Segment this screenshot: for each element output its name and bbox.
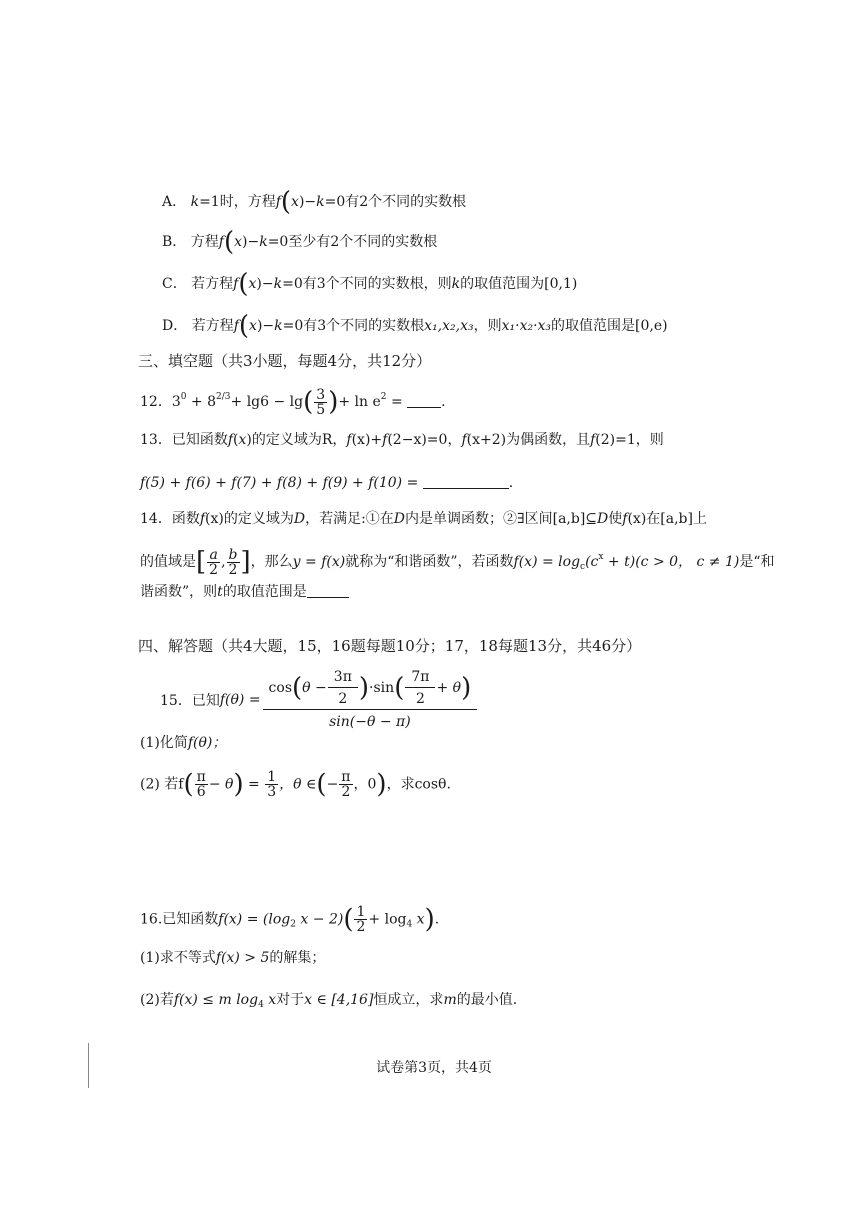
fraction [328,670,358,706]
subscript: 4 [258,1000,264,1010]
text: =0有3个不同的实数根 [282,318,425,334]
math: (c [585,554,599,570]
denominator: 2 [415,691,425,707]
question-13-line-2 [140,473,513,493]
numerator: a [209,546,218,563]
text: (x+2)为偶函数，且 [466,432,591,448]
main-numerator [263,670,478,710]
text: ，则 [473,318,502,334]
question-15-definition [160,670,477,730]
paren-close: ) [358,673,370,703]
question-14-line-1 [140,509,707,529]
denominator: 3 [267,784,277,800]
fraction [354,905,367,934]
text: ，若满足:①在 [305,511,394,527]
text: 的最小值. [456,992,518,1008]
math: f(θ) = [219,692,261,708]
text: 恒成立，求 [373,992,444,1008]
math: x [263,992,277,1008]
text: = [386,394,408,410]
var-f: f [199,511,206,527]
subscript: c [580,562,586,572]
question-16-part-1 [140,948,325,968]
paren: ( [280,187,292,217]
fraction [227,548,240,577]
text: + lg6 − lg [230,394,304,410]
bracket-open: [ [196,547,207,577]
text: (2)若 [140,992,174,1008]
text: = [243,776,265,793]
denominator: 5 [316,401,326,418]
sum-expression: f(5) + f(6) + f(7) + f(8) + f(9) + f(10) = [140,475,423,491]
option-b-label: B． [162,234,187,250]
question-16-definition [140,905,439,935]
paren-close: ) [424,904,435,935]
paren-close: ) [233,769,244,800]
text: 16.已知函数 [140,911,219,928]
numerator: 3π [328,670,358,688]
var-k: k [259,234,268,250]
text: )的定义域为R， [246,432,347,448]
text: (2) 若f [140,776,184,793]
exponent: 0 [180,392,187,402]
option-a-label: A． [162,194,187,210]
text: ，0 [353,776,377,793]
text: 就称为“和谐函数”，若函数 [345,554,514,570]
var-k: k [273,276,283,292]
text: . [441,394,446,410]
math: + θ [436,680,462,696]
text: 的解集； [269,950,326,966]
var-m: m [443,992,457,1008]
text: . [434,911,440,928]
text: − [326,776,339,793]
var-k: k [316,194,325,210]
var-f: f [590,432,596,448]
text: =0至少有2个不同的实数根 [267,234,438,250]
var-k: k [190,194,200,210]
paren: ( [238,311,250,341]
question-12 [140,387,446,417]
answer-blank[interactable] [407,393,441,408]
math: f(x) ≤ m log [173,992,259,1008]
option-c-label: C． [162,276,187,292]
paren-open: ( [292,673,303,703]
text: + 8 [186,394,217,410]
var-d: D [393,511,406,527]
denominator: 2 [341,784,351,800]
fraction [265,770,278,799]
question-16-part-2 [140,990,517,1015]
numerator: π [196,769,206,785]
text: (1)化简 [140,735,188,751]
text: 的值域是 [140,554,196,570]
subscript: 2 [290,919,296,930]
math: y = f(x) [292,554,346,570]
text: (x)的定义域为 [205,511,294,527]
math: f(x) = (log [218,911,291,928]
exponent: 2/3 [216,392,231,402]
option-c [162,269,578,299]
math: ，θ ∈ [279,776,317,793]
cos: cos [268,680,293,696]
denominator: 2 [209,561,219,578]
q-number: 12． [140,394,172,410]
text: , [221,554,226,570]
question-14-line-2 [140,547,775,577]
denominator: 2 [356,919,366,935]
fraction [405,670,435,706]
paren-close: ) [376,769,387,800]
main-fraction [263,670,478,730]
text: (2−x)=0， [387,432,462,448]
text: 谐函数”，则 [140,584,218,600]
text: 使 [608,511,623,527]
math: − θ [208,776,234,793]
text: (x)在[a,b]上 [627,511,707,527]
option-d-label: D． [162,318,188,334]
var-x: x [249,318,257,334]
text: 3 [171,394,181,410]
numerator: 7π [405,670,435,688]
subscript: 4 [406,919,413,930]
paren: ( [238,269,249,299]
paren-open: ( [343,904,354,935]
text: 内是单调函数；②∃区间[a,b]⊆ [405,511,598,527]
text: 方程 [190,234,219,250]
text: =0有2个不同的实数根 [324,194,467,210]
text: 13．已知函数 [140,432,228,448]
paren-open: ( [316,769,327,800]
fraction [314,388,327,417]
text: 的取值范围是 [222,584,307,600]
numerator: 3 [316,386,326,403]
var-x: x [238,432,247,448]
bracket-close: ] [240,547,251,577]
math: θ − [302,680,327,696]
var-f: f [233,276,239,292]
text: ，求cosθ. [386,776,451,793]
numerator: 1 [267,769,277,785]
var-d: D [293,511,306,527]
main-denominator: sin(−θ − π) [329,714,411,730]
text: 是“和 [739,554,775,570]
option-a [162,187,467,217]
var-f: f [218,234,224,250]
question-14-line-3 [140,582,349,602]
page-footer: 试卷第3页，共4页 [376,1060,492,1076]
option-d [162,311,668,341]
fraction [339,770,352,799]
var-f: f [233,318,239,334]
math: f(x) > 5 [215,950,270,966]
paren: ( [223,227,235,257]
exponent: 2 [380,392,387,402]
exponent: x [598,552,604,562]
math: f(x) = log [513,554,581,570]
var-f: f [622,511,628,527]
answer-blank[interactable] [423,474,509,489]
text: )− [256,276,274,292]
text: ( [233,432,239,448]
math: x [412,911,425,928]
var-k: k [274,318,283,334]
numerator: b [228,546,238,563]
text: + log [368,911,407,928]
roots: x₁,x₂,x₃ [424,318,474,334]
fraction [207,548,220,577]
numerator: 1 [356,904,366,920]
text: 的取值范围是[0,e) [551,318,668,334]
var-k: k [451,276,461,292]
text: 对于 [276,992,305,1008]
paren-close: ) [328,387,339,417]
math: + t)(c > 0， c ≠ 1) [603,554,740,570]
var-f: f [346,432,352,448]
text: + ln e [338,394,381,410]
paren-open: ( [183,769,194,800]
var-x: x [291,194,299,210]
text: (x)+ [351,432,383,448]
sin: sin [373,680,395,696]
text: )− [256,318,275,334]
text: 的取值范围为[0,1) [460,276,578,292]
paren-close: ) [461,673,472,703]
text: )− [298,194,317,210]
var-x: x [248,276,257,292]
text: =0有3个不同的实数根，则 [282,276,452,292]
text: (1)求不等式 [140,950,216,966]
text: 15．已知 [160,693,220,709]
question-15-part-2 [140,770,451,799]
section-4-title: 四、解答题（共4大题，15，16题每题10分；17，18每题13分，共46分） [138,637,642,655]
var-d: D [597,511,609,527]
text: 若方程 [191,318,234,334]
denominator: 2 [338,691,348,707]
math: f(θ)； [187,735,227,751]
var-f: f [227,432,234,448]
text: (2)=1，则 [595,432,664,448]
var-f: f [382,432,388,448]
text: . [508,475,514,491]
text: 若方程 [191,276,234,292]
option-b [162,227,438,257]
fraction [195,770,208,799]
text: 14．函数 [140,511,200,527]
paren-open: ( [303,387,314,417]
denominator: 6 [196,784,206,800]
math: x − 2) [295,911,344,928]
answer-blank[interactable] [307,583,349,598]
numerator: π [341,769,351,785]
question-15-part-1 [140,733,226,753]
denominator: 2 [228,561,238,578]
paren-open: ( [394,673,405,703]
math: x ∈ [4,16] [304,992,374,1008]
text: ，那么 [250,554,293,570]
text: )− [242,234,260,250]
question-13-line-1 [140,430,664,450]
var-f: f [461,432,467,448]
var-t: t [217,584,223,600]
product: x₁·x₂·x₃ [501,318,552,334]
var-x: x [234,234,242,250]
dot: · [369,680,374,696]
var-f: f [275,194,281,210]
section-3-title: 三、填空题（共3小题，每题4分，共12分） [138,352,432,370]
text: =1时，方程 [199,194,276,210]
